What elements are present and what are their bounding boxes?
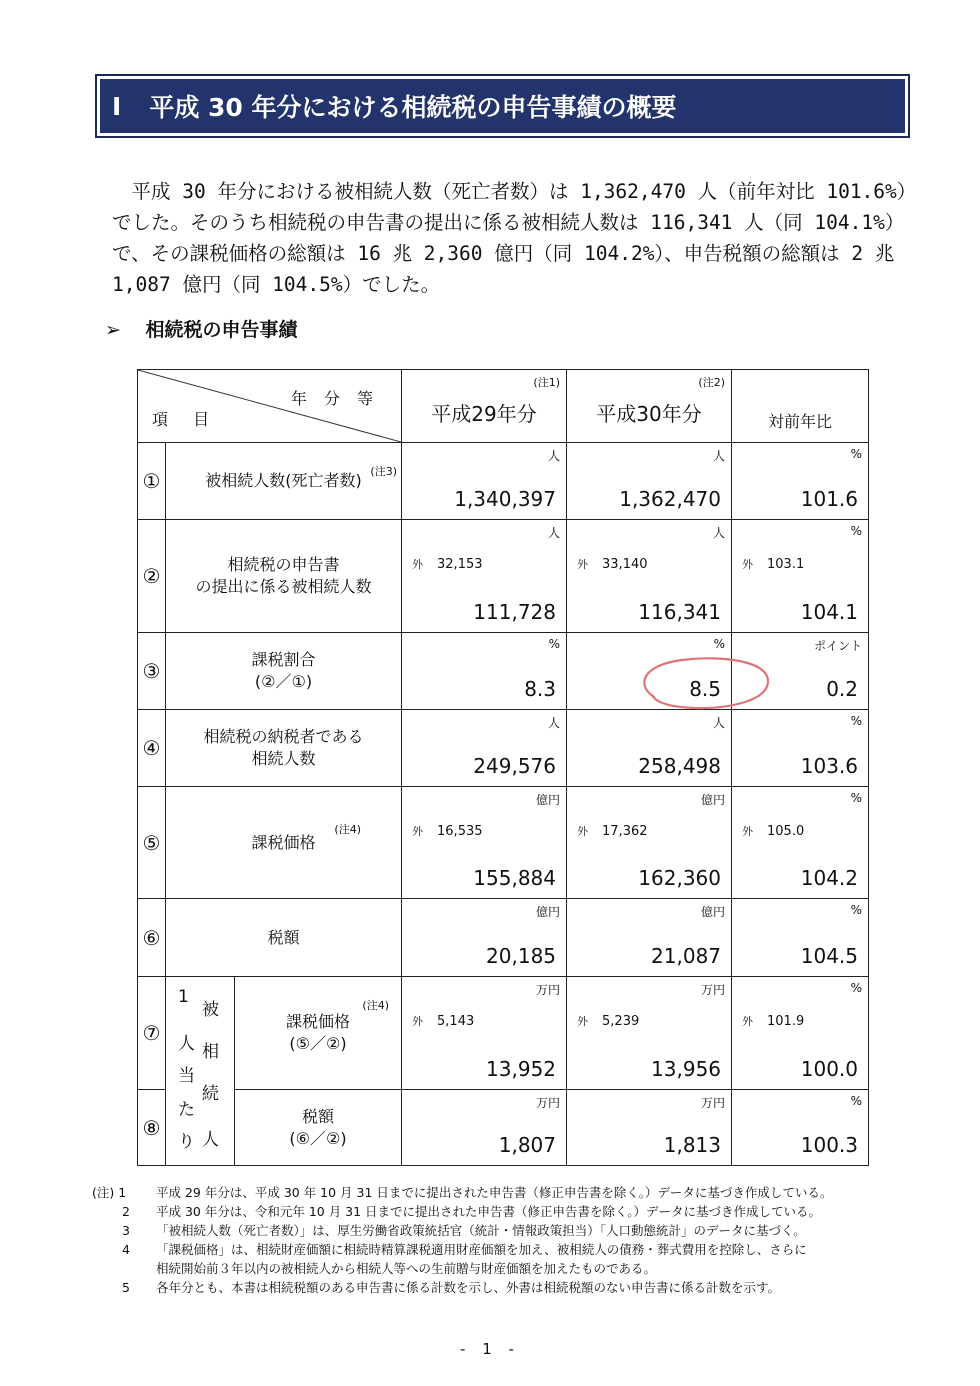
- unit-label: %: [713, 637, 726, 651]
- side-char: た: [178, 1100, 195, 1120]
- unit-label: 人: [548, 526, 561, 540]
- footnote-mark: 4: [122, 1242, 130, 1257]
- footnote: [92, 1202, 912, 1221]
- external-mark: 外: [577, 1015, 589, 1028]
- footnote-text: 平成 30 年分は、令和元年 10 月 31 日までに提出された申告書（修正申告書を除く。）データに基づき作成している。: [156, 1204, 822, 1219]
- intro-paragraph: [112, 176, 917, 300]
- value-main: 8.5: [689, 677, 722, 701]
- value-cell: [732, 1090, 869, 1166]
- value-main: 116,341: [638, 600, 722, 624]
- footnotes: [92, 1183, 912, 1297]
- per-person-label: [166, 977, 235, 1166]
- value-main: 13,956: [651, 1057, 722, 1081]
- unit-label: ポイント: [814, 639, 863, 653]
- value-cell: [567, 1090, 732, 1166]
- value-cell: [567, 520, 732, 633]
- footnote: [92, 1240, 912, 1259]
- red-highlight-circle: [632, 655, 772, 711]
- value-main: 101.6: [800, 487, 859, 511]
- table-row: [138, 787, 869, 899]
- intro-line: でした。そのうち相続税の申告書の提出に係る被相続人数は 116,341 人（同 104.1%）: [112, 211, 905, 234]
- row-label-text: (⑥／②): [289, 1128, 347, 1148]
- side-char: 1: [178, 987, 189, 1007]
- note-ref: (注4): [362, 999, 390, 1012]
- value-cell: [402, 443, 567, 520]
- footnote: [92, 1183, 912, 1202]
- value-main: 100.0: [800, 1057, 859, 1081]
- row-label: [235, 1090, 402, 1166]
- value-main: 0.2: [826, 677, 859, 701]
- external-value: [742, 1013, 804, 1029]
- row-label-text: 課税価格: [251, 832, 316, 852]
- side-char: 人: [178, 1034, 195, 1054]
- value-cell: [402, 710, 567, 787]
- external-mark: 外: [742, 1015, 754, 1028]
- title-roman: I: [112, 91, 122, 121]
- section-heading: [105, 315, 298, 342]
- header-h30-label: 平成30年分: [596, 402, 702, 426]
- row-number: ⑧: [138, 1090, 166, 1166]
- external-mark: 外: [412, 558, 424, 571]
- row-label: [166, 787, 402, 899]
- external-number: 101.9: [767, 1014, 805, 1029]
- external-value: [412, 1013, 474, 1029]
- value-main: 258,498: [638, 754, 722, 778]
- unit-label: 万円: [701, 983, 726, 997]
- row-label-text: 税額: [302, 1106, 335, 1126]
- external-value: [577, 556, 648, 572]
- value-cell: [732, 899, 869, 977]
- intro-line: 平成 30 年分における被相続人数（死亡者数）は 1,362,470 人（前年対比 101.6%）: [131, 180, 917, 203]
- value-cell: [732, 520, 869, 633]
- value-main: 111,728: [473, 600, 557, 624]
- value-main: 104.1: [800, 600, 859, 624]
- header-year-label: 年 分 等: [290, 389, 380, 408]
- row-label: [235, 977, 402, 1090]
- external-value: [412, 556, 483, 572]
- row-label-text: 相続人数: [251, 749, 316, 768]
- arrow-icon: ➢: [105, 319, 121, 341]
- row-number: ⑦: [138, 977, 166, 1090]
- external-value: [577, 823, 648, 839]
- external-number: 103.1: [767, 557, 805, 572]
- value-cell: [567, 443, 732, 520]
- row-number: ④: [138, 710, 166, 787]
- unit-label: 億円: [701, 905, 726, 919]
- row-number: ①: [138, 443, 166, 520]
- header-item-label: 項 目: [152, 410, 220, 429]
- external-mark: 外: [412, 1015, 424, 1028]
- side-char: 当: [178, 1066, 195, 1086]
- footnote: [92, 1221, 912, 1240]
- unit-label: 万円: [701, 1096, 726, 1110]
- row-label-text: 相続税の納税者である: [203, 727, 364, 746]
- unit-label: 万円: [536, 1096, 561, 1110]
- value-cell: [567, 787, 732, 899]
- value-cell: [732, 710, 869, 787]
- unit-label: %: [850, 524, 863, 538]
- value-main: 104.2: [800, 866, 859, 890]
- external-value: [577, 1013, 639, 1029]
- value-main: 100.3: [800, 1133, 859, 1157]
- footnote-mark: 5: [122, 1280, 130, 1295]
- footnote: [92, 1278, 912, 1297]
- external-mark: 外: [577, 558, 589, 571]
- row-label-text: (②／①): [254, 672, 313, 691]
- unit-label: 億円: [536, 905, 561, 919]
- table-row: [138, 899, 869, 977]
- footnote: [92, 1259, 912, 1278]
- section-heading-text: 相続税の申告事績: [145, 319, 298, 341]
- unit-label: %: [850, 714, 863, 728]
- value-main: 13,952: [486, 1057, 557, 1081]
- row-label-text: 課税価格: [286, 1012, 351, 1031]
- row-label-text: 課税割合: [251, 650, 316, 669]
- header-h30: [567, 370, 732, 443]
- value-main: 1,807: [498, 1133, 557, 1157]
- unit-label: 億円: [536, 793, 561, 807]
- table-row: [138, 710, 869, 787]
- external-value: [412, 823, 483, 839]
- external-number: 16,535: [437, 824, 483, 839]
- value-cell: [732, 977, 869, 1090]
- value-main: 104.5: [800, 944, 859, 968]
- external-number: 5,143: [437, 1014, 475, 1029]
- value-cell: [402, 1090, 567, 1166]
- value-cell: [732, 443, 869, 520]
- row-label: [166, 899, 402, 977]
- row-label: [166, 520, 402, 633]
- external-number: 105.0: [767, 824, 805, 839]
- value-main: 1,362,470: [619, 487, 722, 511]
- external-mark: 外: [412, 825, 424, 838]
- footnote-text: 「課税価格」は、相続財産価額に相続時精算課税適用財産価額を加え、被相続人の債務・葬式費用を控除し、さらに: [156, 1242, 807, 1257]
- external-mark: 外: [577, 825, 589, 838]
- value-cell: [402, 520, 567, 633]
- value-main: 1,813: [663, 1133, 722, 1157]
- note-ref: (注4): [334, 823, 362, 836]
- unit-label: %: [850, 981, 863, 995]
- row-label-text: 税額: [267, 927, 300, 947]
- external-number: 5,239: [602, 1014, 640, 1029]
- unit-label: 億円: [701, 793, 726, 807]
- note-ref: (注1): [533, 376, 561, 389]
- value-cell: [567, 710, 732, 787]
- footnote-mark: 3: [122, 1223, 130, 1238]
- external-number: 17,362: [602, 824, 648, 839]
- unit-label: 人: [713, 716, 726, 730]
- side-char: 続: [202, 1084, 219, 1104]
- unit-label: 万円: [536, 983, 561, 997]
- external-number: 32,153: [437, 557, 483, 572]
- value-main: 155,884: [473, 866, 557, 890]
- row-number: ⑥: [138, 899, 166, 977]
- external-value: [742, 556, 804, 572]
- unit-label: 人: [548, 716, 561, 730]
- row-number: ⑤: [138, 787, 166, 899]
- note-ref: (注3): [370, 465, 398, 478]
- row-label-text: 相続税の申告書: [227, 555, 340, 574]
- value-main: 8.3: [524, 677, 557, 701]
- external-mark: 外: [742, 825, 754, 838]
- header-ratio-label: 対前年比: [768, 412, 833, 431]
- unit-label: 人: [713, 449, 726, 463]
- footnote-mark: (注) 1: [92, 1185, 127, 1200]
- header-corner: [138, 370, 402, 443]
- side-char: 人: [202, 1130, 219, 1150]
- value-main: 21,087: [651, 944, 722, 968]
- inheritance-tax-table: [137, 369, 869, 1166]
- footnote-text: 平成 29 年分は、平成 30 年 10 月 31 日までに提出された申告書（修正申告書を除く。）データに基づき作成している。: [156, 1185, 833, 1200]
- header-h29: [402, 370, 567, 443]
- footnote-text: 「被相続人数（死亡者数）」は、厚生労働省政策統括官（統計・情報政策担当）「人口動態統計」のデータに基づく。: [156, 1223, 806, 1238]
- value-cell: [402, 977, 567, 1090]
- side-char: 被: [202, 1000, 219, 1020]
- row-label-text: (⑤／②): [289, 1034, 347, 1053]
- row-label: [166, 443, 402, 520]
- title-banner: [95, 74, 910, 138]
- unit-label: %: [850, 903, 863, 917]
- intro-line: で、その課税価格の総額は 16 兆 2,360 億円（同 104.2%）、申告税額の総額は 2 兆: [112, 242, 895, 265]
- side-char: 相: [202, 1042, 219, 1062]
- footnote-text: 相続開始前３年以内の被相続人から相続人等への生前贈与財産価額を加えたものである。: [156, 1261, 657, 1276]
- value-cell: [732, 787, 869, 899]
- value-main: 249,576: [473, 754, 557, 778]
- page-title: 平成 30 年分における相続税の申告事績の概要: [149, 93, 677, 122]
- row-label-text: 被相続人数(死亡者数): [205, 471, 362, 490]
- page-number: - 1 -: [460, 1340, 520, 1358]
- note-ref: (注2): [698, 376, 726, 389]
- row-number: ③: [138, 633, 166, 710]
- side-char: り: [178, 1132, 195, 1152]
- unit-label: 人: [548, 449, 561, 463]
- unit-label: %: [850, 1094, 863, 1108]
- external-value: [742, 823, 804, 839]
- value-main: 103.6: [800, 754, 859, 778]
- value-main: 162,360: [638, 866, 722, 890]
- footnote-mark: 2: [122, 1204, 130, 1219]
- table-row: [138, 977, 869, 1090]
- value-cell: [402, 899, 567, 977]
- row-number: ②: [138, 520, 166, 633]
- value-cell: [567, 977, 732, 1090]
- table-row: [138, 1090, 869, 1166]
- unit-label: %: [548, 637, 561, 651]
- value-cell: [402, 633, 567, 710]
- table-row: [138, 520, 869, 633]
- row-label: [166, 710, 402, 787]
- row-label-text: の提出に係る被相続人数: [195, 577, 372, 596]
- header-ratio: [732, 370, 869, 443]
- external-number: 33,140: [602, 557, 648, 572]
- value-cell: [402, 787, 567, 899]
- value-main: 20,185: [486, 944, 557, 968]
- unit-label: 人: [713, 526, 726, 540]
- row-label: [166, 633, 402, 710]
- value-cell: [567, 899, 732, 977]
- table-row: [138, 443, 869, 520]
- external-mark: 外: [742, 558, 754, 571]
- unit-label: %: [850, 791, 863, 805]
- header-h29-label: 平成29年分: [431, 402, 537, 426]
- value-main: 1,340,397: [454, 487, 557, 511]
- title-inner: [100, 79, 905, 133]
- unit-label: %: [850, 447, 863, 461]
- intro-line: 1,087 億円（同 104.5%）でした。: [112, 273, 441, 296]
- footnote-mark: [92, 1259, 156, 1278]
- footnote-text: 各年分とも、本書は相続税額のある申告書に係る計数を示し、外書は相続税額のない申告書に係る計数を示す。: [156, 1280, 781, 1295]
